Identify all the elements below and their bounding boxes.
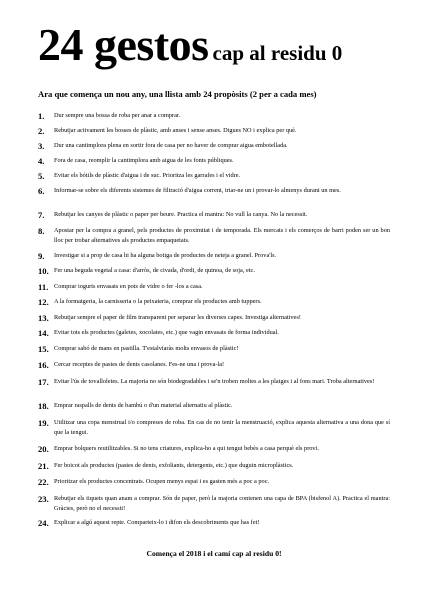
item-number: 13. [38, 313, 49, 323]
item-number: 15. [38, 344, 49, 354]
list-item [38, 313, 390, 323]
item-number: 23. [38, 494, 49, 504]
item-number: 2. [38, 126, 45, 136]
item-number: 17. [38, 377, 49, 387]
item-text: Utilitzar una copa menstrual i/o compreses de roba. En cas de no tenir la menstruació, explica aquesta alternativa a una dona que sí que la tengui. [54, 419, 390, 436]
list-item [38, 401, 390, 411]
item-number: 6. [38, 186, 45, 196]
list-item [38, 126, 390, 136]
item-text: Emprar raspalls de dents de bambú o d'un material alternatiu al plàstic. [54, 402, 233, 409]
item-text: Rebutjar els tiquets quan anam a comprar. Són de paper, però la majoria contenen una capa de BPA (bisfenol A). Practica el mantra: Gràcies, però no el necessit! [54, 495, 390, 512]
item-number: 14. [38, 328, 49, 338]
list-item [38, 186, 390, 196]
list-item [38, 171, 390, 181]
item-number: 1. [38, 111, 45, 121]
item-text: Comprar iogurts envasats en pots de vidre o fer -los a casa. [54, 283, 203, 290]
list-item [38, 282, 390, 292]
page-title [38, 19, 398, 70]
item-text: Prioritzar els productes concentrats. Ocupen menys espai i es gasten més a poc a poc. [54, 478, 270, 485]
item-number: 21. [38, 461, 49, 471]
closing-line: Comença el 2018 i el camí cap al residu 0! [146, 549, 282, 558]
list-item [38, 518, 390, 528]
list-item [38, 418, 390, 438]
item-number: 7. [38, 210, 45, 220]
item-text: Rebutjar les canyes de plàstic o paper per beure. Practica el mantra: No vull la canya. No la necessit. [54, 211, 308, 218]
list-item [38, 494, 390, 514]
item-text: Evitar l'ús de tovalloletes. La majoria no són biodegradables i se'n troben moltes a les platges i al fons mari. Troba alternatives! [54, 378, 375, 385]
list-item [38, 477, 390, 487]
list-item [38, 226, 390, 246]
item-number: 20. [38, 444, 49, 454]
item-number: 22. [38, 477, 49, 487]
item-text: Rebutjar activament les bosses de plàstic, amb anses i sense anses. Digues NO i explica per què. [54, 127, 297, 134]
list-item [38, 360, 390, 370]
item-text: Cercar receptes de pastes de dents casolanes. Fes-ne una i prova-la! [54, 361, 225, 368]
title-secondary: cap al residu 0 [212, 41, 343, 65]
item-text: Apostar per la compra a granel, pels productes de proximitat i de temporada. Els mercats i els comerços de barri poden ser un bon lloc per trobar alternatives als productes empaquetats. [54, 227, 390, 244]
list-item [38, 210, 390, 220]
list-item [38, 344, 390, 354]
item-number: 19. [38, 418, 49, 428]
item-number: 18. [38, 401, 49, 411]
item-number: 3. [38, 141, 45, 151]
item-number: 4. [38, 156, 45, 166]
item-number: 8. [38, 226, 45, 236]
item-number: 16. [38, 360, 49, 370]
list-item [38, 297, 390, 307]
item-text: A la formatgeria, la carnisseria o la peixateria, comprar els productes amb tuppers. [54, 298, 262, 305]
item-number: 11. [38, 282, 49, 292]
item-number: 9. [38, 251, 45, 261]
item-text: Rebutjar sempre el paper de film transparent per separar les diverses capes. Investiga alternatives! [54, 314, 301, 321]
item-text: Investigar si a prop de casa hi ha alguna botiga de productes de neteja a granel. Prova'ls. [54, 252, 277, 259]
list-item [38, 111, 390, 121]
list-item [38, 328, 390, 338]
list-item [38, 251, 390, 261]
subtitle: Ara que comença un nou any, una llista amb 24 propòsits (2 per a cada mes) [38, 89, 317, 99]
item-number: 10. [38, 266, 49, 276]
list-item [38, 266, 390, 276]
item-text: Fer boicot als productes (pastes de dents, exfoliants, detergents, etc.) que duguin microplàstics. [54, 462, 294, 469]
item-number: 24. [38, 518, 49, 528]
item-text: Fora de casa, reomplir la cantimplora amb aigua de les fonts públiques. [54, 157, 234, 164]
item-text: Dur sempre una bossa de roba per anar a comprar. [54, 112, 181, 119]
list-item [38, 444, 390, 454]
list-item [38, 141, 390, 151]
list-item [38, 156, 390, 166]
item-number: 5. [38, 171, 45, 181]
list-item [38, 377, 390, 387]
list-item [38, 461, 390, 471]
item-text: Informar-se sobre els diferents sistemes de filtració d'aigua corrent, triar-ne un i provar-lo almenys durant un mes. [54, 187, 341, 194]
item-text: Explicar a algú aquest repte. Comparteix-lo i difon els descobriments que has fet! [54, 519, 260, 526]
item-number: 12. [38, 297, 49, 307]
title-main: 24 gestos [38, 19, 209, 70]
item-text: Comprar sabó de mans en pastilla. T'estalviaràs molts envasos de plàstic! [54, 345, 239, 352]
item-text: Dur una cantimplora plena en sortir fora de casa per no haver de comprar aigua embotellada. [54, 142, 288, 149]
item-text: Evitar els bótils de plàstic d'aigua i de suc. Prioritza les garrafes i el vidre. [54, 172, 241, 179]
item-text: Evitar tots els productes (galetes, xocolates, etc.) que vagin envasats de forma individual. [54, 329, 279, 336]
item-text: Emprar bolquers reutilitzables. Si no tens criatures, explica-ho a qui tengui bebès a casa perquè els provi. [54, 445, 319, 452]
item-text: Fer una beguda vegetal a casa: d'arròs, de civada, d'ordi, de quinoa, de soja, etc. [54, 267, 255, 274]
